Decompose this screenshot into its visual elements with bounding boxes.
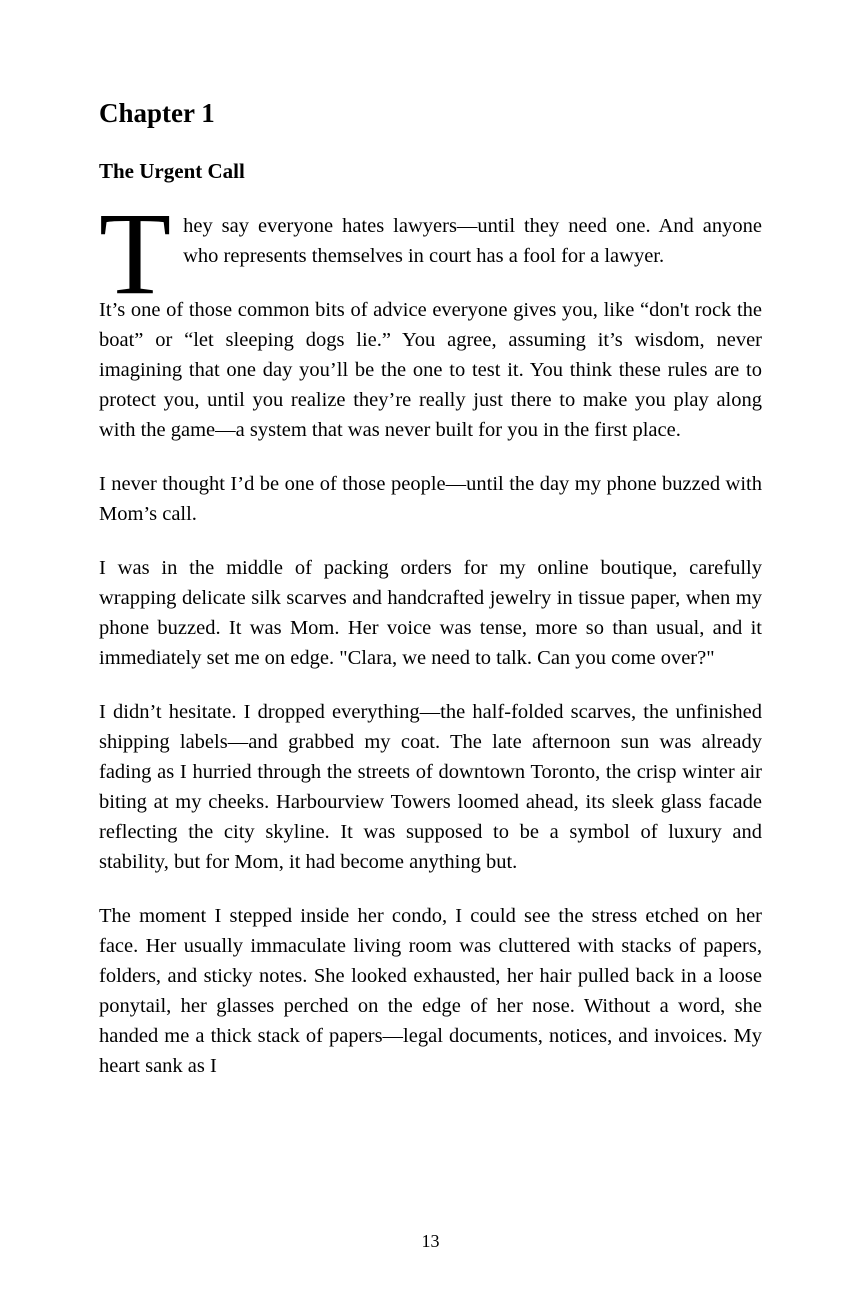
- paragraph-text: hey say everyone hates lawyers—until they need one. And anyone who represents themselves in court has a fool for a lawyer.: [183, 215, 762, 268]
- paragraph: It’s one of those common bits of advice everyone gives you, like “don't rock the boat” or “let sleeping dogs lie.” You agree, assuming it’s wisdom, never imagining that one day you’ll be the one to test it. You think these rules are to protect you, until you realize they’re really just there to make you play along with the game—a system that was never built for you in the first place.: [99, 299, 762, 442]
- paragraph-dropcap: [99, 188, 762, 320]
- drop-cap-letter: T: [99, 188, 172, 320]
- paragraph: I didn’t hesitate. I dropped everything—the half-folded scarves, the unfinished shipping labels—and grabbed my coat. The late afternoon sun was already fading as I hurried through the streets of downtown Toronto, the crisp winter air biting at my cheeks. Harbourview Towers loomed ahead, its sleek glass facade reflecting the city skyline. It was supposed to be a symbol of luxury and stability, but for Mom, it had become anything but.: [99, 701, 762, 874]
- section-title: The Urgent Call: [99, 159, 245, 184]
- paragraph: I was in the middle of packing orders for my online boutique, carefully wrapping delicate silk scarves and handcrafted jewelry in tissue paper, when my phone buzzed. It was Mom. Her voice was tense, more so than usual, and it immediately set me on edge. "Clara, we need to talk. Can you come over?": [99, 557, 762, 670]
- chapter-title: Chapter 1: [99, 98, 215, 128]
- paragraph: The moment I stepped inside her condo, I could see the stress etched on her face. Her usually immaculate living room was cluttered with stacks of papers, folders, and sticky notes. She looked exhausted, her hair pulled back in a loose ponytail, her glasses perched on the edge of her nose. Without a word, she handed me a thick stack of papers—legal documents, notices, and invoices. My heart sank as I: [99, 905, 762, 1078]
- page-number: 13: [421, 1231, 440, 1251]
- paragraph: I never thought I’d be one of those people—until the day my phone buzzed with Mom’s call.: [99, 473, 762, 526]
